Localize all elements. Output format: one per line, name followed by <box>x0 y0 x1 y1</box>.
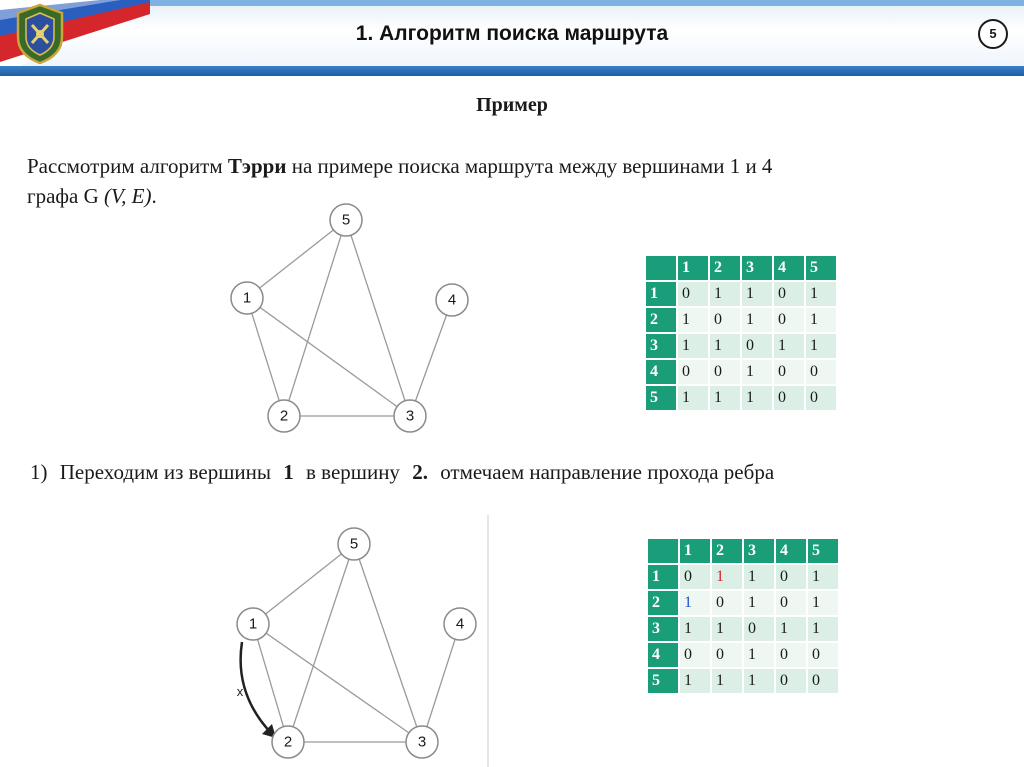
matrix-row-header: 5 <box>646 386 676 410</box>
intro-algorithm-name: Тэрри <box>227 154 287 178</box>
matrix-row <box>648 643 838 667</box>
matrix-corner-cell <box>648 539 678 563</box>
graph-node-5 <box>338 528 370 560</box>
matrix-cell: 1 <box>776 617 806 641</box>
matrix-row <box>648 669 838 693</box>
matrix-cell-marked: 1 <box>680 591 710 615</box>
edge-3-5 <box>354 544 422 742</box>
matrix-cell: 0 <box>776 669 806 693</box>
matrix-row-header: 3 <box>646 334 676 358</box>
matrix-cell: 1 <box>744 643 774 667</box>
matrix-row <box>646 334 836 358</box>
matrix-cell: 1 <box>806 334 836 358</box>
step-vertex-to: 2. <box>412 460 428 484</box>
matrix-col-header: 4 <box>774 256 804 280</box>
matrix-cell: 1 <box>744 669 774 693</box>
page-number-badge: 5 <box>978 19 1008 49</box>
matrix-header-row <box>648 539 838 563</box>
step-text-1: Переходим из вершины <box>59 460 271 484</box>
matrix-cell-marked: 1 <box>712 565 742 589</box>
matrix-cell: 0 <box>806 386 836 410</box>
intro-text-2: на примере поиска маршрута между вершинами 1 и 4 <box>286 154 773 178</box>
matrix-cell: 1 <box>808 591 838 615</box>
edge-1-3 <box>247 298 410 416</box>
edge-1-5 <box>253 544 354 624</box>
matrix-row-header: 3 <box>648 617 678 641</box>
matrix-col-header: 2 <box>710 256 740 280</box>
intro-paragraph <box>27 151 987 211</box>
traversal-arrow-icon <box>241 642 276 738</box>
graph-node-4 <box>436 284 468 316</box>
matrix-cell: 1 <box>678 308 708 332</box>
matrix-cell: 1 <box>742 282 772 306</box>
matrix-row <box>646 386 836 410</box>
graph-node-5 <box>330 204 362 236</box>
matrix-row-header: 1 <box>646 282 676 306</box>
matrix-row <box>648 591 838 615</box>
slide-title: 1. Алгоритм поиска маршрута <box>355 22 669 45</box>
section-subtitle: Пример <box>476 94 548 116</box>
matrix-col-header: 4 <box>776 539 806 563</box>
matrix-cell: 0 <box>678 282 708 306</box>
matrix-cell: 1 <box>808 565 838 589</box>
matrix-row-header: 5 <box>648 669 678 693</box>
traversal-mark: x <box>236 684 244 699</box>
matrix-row <box>646 308 836 332</box>
matrix-cell: 1 <box>742 360 772 384</box>
matrix-col-header: 1 <box>680 539 710 563</box>
matrix-cell: 1 <box>680 617 710 641</box>
edge-2-5 <box>284 220 346 416</box>
graph-node-1 <box>237 608 269 640</box>
edge-2-5 <box>288 544 354 742</box>
svg-text:4: 4 <box>447 291 457 309</box>
matrix-row-header: 4 <box>648 643 678 667</box>
matrix-cell: 0 <box>776 643 806 667</box>
matrix-col-header: 2 <box>712 539 742 563</box>
matrix-row <box>648 617 838 641</box>
graph-node-4 <box>444 608 476 640</box>
matrix-cell: 1 <box>678 334 708 358</box>
svg-text:1: 1 <box>248 615 258 633</box>
intro-text-4: . <box>151 184 157 208</box>
matrix-corner-cell <box>646 256 676 280</box>
step-1-text <box>30 460 990 485</box>
matrix-col-header: 1 <box>678 256 708 280</box>
graph-diagram-2 <box>228 524 488 767</box>
matrix-header-row <box>646 256 836 280</box>
matrix-cell: 1 <box>712 617 742 641</box>
header-blue-band <box>0 66 1024 76</box>
matrix-row-header: 2 <box>648 591 678 615</box>
graph-diagram-1 <box>220 200 480 440</box>
graph-node-2 <box>268 400 300 432</box>
edge-1-3 <box>253 624 422 742</box>
matrix-cell: 1 <box>742 308 772 332</box>
matrix-cell: 1 <box>710 282 740 306</box>
intro-graph-notation: (V, E) <box>104 184 152 208</box>
matrix-cell: 1 <box>710 386 740 410</box>
matrix-cell: 1 <box>808 617 838 641</box>
matrix-cell: 1 <box>680 669 710 693</box>
matrix-col-header: 3 <box>742 256 772 280</box>
svg-text:3: 3 <box>417 733 427 751</box>
matrix-cell: 1 <box>774 334 804 358</box>
matrix-cell: 1 <box>806 308 836 332</box>
matrix-row <box>648 565 838 589</box>
adjacency-matrix-2 <box>646 537 840 695</box>
matrix-cell: 0 <box>744 617 774 641</box>
matrix-col-header: 5 <box>808 539 838 563</box>
slide-header <box>0 0 1024 76</box>
step-text-2: в вершину <box>306 460 400 484</box>
edge-3-4 <box>422 624 460 742</box>
intro-text-1: Рассмотрим алгоритм <box>27 154 228 178</box>
matrix-cell: 0 <box>774 360 804 384</box>
svg-text:2: 2 <box>283 733 293 751</box>
matrix-cell: 0 <box>712 591 742 615</box>
matrix-cell: 1 <box>744 591 774 615</box>
matrix-cell: 0 <box>710 360 740 384</box>
matrix-cell: 0 <box>808 669 838 693</box>
matrix-cell: 1 <box>678 386 708 410</box>
edge-3-5 <box>346 220 410 416</box>
header-top-stripe <box>0 0 1024 6</box>
matrix-row-header: 1 <box>648 565 678 589</box>
graph-node-3 <box>406 726 438 758</box>
svg-text:5: 5 <box>349 535 359 553</box>
matrix-cell: 0 <box>774 282 804 306</box>
matrix-cell: 1 <box>712 669 742 693</box>
intro-text-3: графа G <box>27 184 105 208</box>
graph-node-2 <box>272 726 304 758</box>
matrix-cell: 0 <box>710 308 740 332</box>
matrix-cell: 0 <box>680 565 710 589</box>
graph-node-3 <box>394 400 426 432</box>
matrix-cell: 0 <box>776 591 806 615</box>
matrix-col-header: 5 <box>806 256 836 280</box>
matrix-cell: 0 <box>680 643 710 667</box>
step-vertex-from: 1 <box>283 460 294 484</box>
edge-3-4 <box>410 300 452 416</box>
matrix-cell: 0 <box>678 360 708 384</box>
matrix-row <box>646 360 836 384</box>
matrix-row-header: 2 <box>646 308 676 332</box>
matrix-cell: 0 <box>742 334 772 358</box>
matrix-cell: 1 <box>806 282 836 306</box>
svg-text:4: 4 <box>455 615 465 633</box>
matrix-cell: 0 <box>806 360 836 384</box>
svg-text:5: 5 <box>341 211 351 229</box>
svg-text:1: 1 <box>242 289 252 307</box>
graph-node-1 <box>231 282 263 314</box>
adjacency-matrix-1 <box>644 254 838 412</box>
matrix-cell: 0 <box>808 643 838 667</box>
matrix-cell: 0 <box>774 308 804 332</box>
step-number: 1) <box>30 460 48 484</box>
matrix-cell: 0 <box>774 386 804 410</box>
edge-1-5 <box>247 220 346 298</box>
svg-text:3: 3 <box>405 407 415 425</box>
matrix-row <box>646 282 836 306</box>
matrix-cell: 0 <box>712 643 742 667</box>
matrix-cell: 1 <box>744 565 774 589</box>
step-text-3: отмечаем направление прохода ребра <box>440 460 775 484</box>
edge-1-2 <box>247 298 284 416</box>
matrix-row-header: 4 <box>646 360 676 384</box>
matrix-col-header: 3 <box>744 539 774 563</box>
svg-text:2: 2 <box>279 407 289 425</box>
matrix-cell: 0 <box>776 565 806 589</box>
matrix-cell: 1 <box>742 386 772 410</box>
edge-1-2 <box>253 624 288 742</box>
matrix-cell: 1 <box>710 334 740 358</box>
